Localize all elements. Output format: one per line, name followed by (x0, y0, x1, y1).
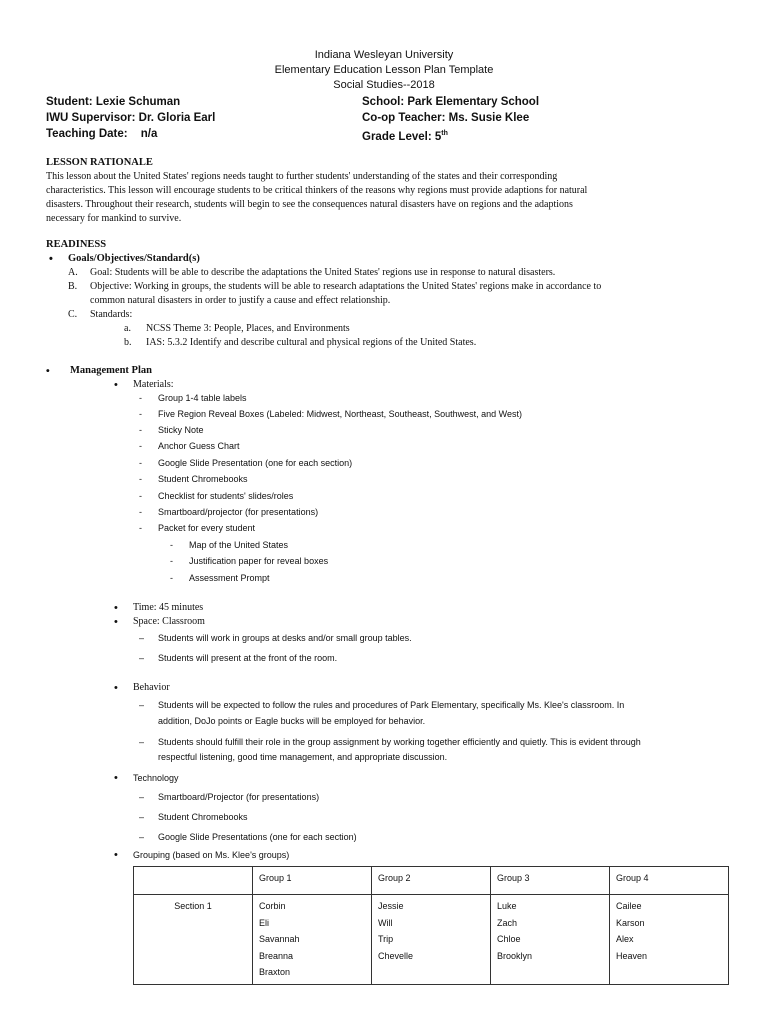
material-text: Google Slide Presentation (one for each section) (158, 458, 353, 468)
student-name: Savannah (259, 934, 300, 944)
management-heading-text: Management Plan (70, 365, 152, 376)
management-heading (46, 364, 152, 378)
dash-icon: - (139, 441, 142, 451)
technology-heading: • Technology (133, 772, 179, 785)
dash-icon: - (139, 458, 142, 468)
dash-icon: - (139, 507, 142, 517)
space-detail (139, 652, 338, 665)
behavior-text-cont: respectful listening, good time management, and appropriate discussion. (158, 752, 448, 762)
grouping-table (133, 866, 729, 985)
goal-label: A. (68, 267, 78, 278)
grade-level (362, 126, 448, 145)
student-name: Karson (616, 917, 645, 928)
group-1-cell (253, 895, 372, 985)
student-name: Breanna (259, 950, 294, 961)
student-name: Chloe (497, 934, 521, 944)
dash-icon: - (170, 540, 173, 550)
table-header-cell: Group 3 (491, 867, 610, 895)
behavior-text: Students will be expected to follow the rules and procedures of Park Elementary, specifically Ms. Klee's classroom. In (158, 700, 625, 710)
time-item: • Time: 45 minutes (133, 601, 203, 615)
student-name: Will (378, 917, 393, 928)
readiness-heading: READINESS (46, 239, 107, 250)
material-text: Packet for every student (158, 523, 256, 533)
table-header-cell: Group 1 (253, 867, 372, 895)
group-3-cell (491, 895, 610, 985)
table-header-row (134, 867, 729, 895)
material-text: Five Region Reveal Boxes (Labeled: Midwest, Northeast, Southeast, Southwest, and West) (158, 409, 523, 419)
space-item: • Space: Classroom (133, 615, 205, 629)
material-item (139, 424, 204, 437)
objective-item (68, 280, 602, 294)
material-item (139, 490, 294, 503)
template-title: Elementary Education Lesson Plan Template (274, 64, 494, 76)
teaching-date-label: Teaching Date: (46, 128, 128, 140)
dash-icon: – (139, 792, 145, 802)
dash-icon: – (139, 812, 145, 822)
student-name: Heaven (616, 950, 648, 961)
space-detail (139, 632, 412, 645)
standard-text: IAS: 5.3.2 Identify and describe cultural and physical regions of the United States. (146, 337, 477, 348)
rationale-heading: LESSON RATIONALE (46, 157, 153, 168)
goal-item (68, 266, 556, 280)
objective-text-cont: common natural disasters in order to justify a cause and effect relationship. (90, 295, 391, 306)
packet-item (170, 555, 329, 568)
student-name: Cailee (616, 901, 642, 911)
group-2-cell (372, 895, 491, 985)
technology-text: Google Slide Presentations (one for each section) (158, 832, 357, 842)
table-header-cell (134, 867, 253, 895)
materials-heading: • Materials: (133, 378, 174, 392)
technology-item (139, 811, 248, 824)
dash-icon: - (170, 556, 173, 566)
rationale-line: disasters. Throughout their research, students will begin to see the consequences natural disasters have on regions and the adaptions (46, 199, 573, 210)
table-header-cell: Group 2 (372, 867, 491, 895)
standard-label: b. (124, 337, 132, 348)
standard-text: NCSS Theme 3: People, Places, and Environments (146, 323, 350, 334)
dash-icon: - (139, 425, 142, 435)
student-name: Luke (497, 901, 517, 911)
student-name: Alex (616, 934, 634, 944)
material-text: Group 1-4 table labels (158, 393, 247, 403)
objective-label: B. (68, 281, 78, 292)
grouping-heading: • Grouping (based on Ms. Klee's groups) (133, 849, 289, 862)
technology-text: Student Chromebooks (158, 812, 248, 822)
standard-ias (124, 336, 477, 350)
group-4-cell (610, 895, 729, 985)
dash-icon: – (139, 700, 145, 710)
material-text: Anchor Guess Chart (158, 441, 240, 451)
subject-title: Social Studies--2018 (333, 79, 435, 91)
student-name: Corbin (259, 901, 286, 911)
standards-text: Standards: (90, 309, 133, 320)
student-name: Zach (497, 917, 518, 928)
packet-item (170, 539, 289, 552)
dash-icon: - (170, 573, 173, 583)
behavior-text: Students should fulfill their role in the group assignment by working together efficiently and quietly. This is evident through (158, 737, 641, 747)
dash-icon: – (139, 633, 145, 643)
material-text: Sticky Note (158, 425, 204, 435)
grade-level-text: Grade Level: 5 (362, 130, 442, 143)
material-item (139, 473, 248, 486)
dash-icon: – (139, 737, 145, 747)
student-name: Chevelle (378, 950, 414, 961)
dash-icon: – (139, 832, 145, 842)
goals-heading: • Goals/Objectives/Standard(s) (68, 252, 200, 266)
standards-item (68, 308, 133, 322)
table-header-cell: Group 4 (610, 867, 729, 895)
packet-text: Assessment Prompt (189, 573, 270, 583)
student-name: Braxton (259, 967, 291, 977)
behavior-item (139, 699, 625, 712)
packet-text: Map of the United States (189, 540, 289, 550)
teaching-date-value: n/a (140, 128, 158, 140)
space-detail-text: Students will present at the front of the room. (158, 653, 338, 663)
packet-text: Justification paper for reveal boxes (189, 556, 329, 566)
dash-icon: - (139, 393, 142, 403)
standards-label: C. (68, 309, 78, 320)
supervisor: IWU Supervisor: Dr. Gloria Earl (46, 112, 216, 124)
material-text: Smartboard/projector (for presentations) (158, 507, 319, 517)
teaching-date (46, 126, 157, 142)
material-item (139, 457, 353, 470)
student-name: Student: Lexie Schuman (46, 96, 181, 108)
material-item (139, 392, 247, 405)
dash-icon: - (139, 474, 142, 484)
dash-icon: - (139, 409, 142, 419)
student-name: Trip (378, 934, 394, 944)
objective-text: Objective: Working in groups, the students will be able to research adaptations the United States' regions make in accordance to (90, 281, 602, 292)
behavior-heading: • Behavior (133, 681, 170, 695)
space-detail-text: Students will work in groups at desks and/or small group tables. (158, 633, 412, 643)
rationale-line: necessary for mankind to survive. (46, 213, 182, 224)
dash-icon: - (139, 491, 142, 501)
dash-icon: – (139, 653, 145, 663)
material-item (139, 408, 523, 421)
behavior-item (139, 736, 641, 749)
student-name: Jessie (378, 901, 404, 911)
bullet-icon: • (46, 365, 50, 377)
packet-item (170, 572, 270, 585)
table-row (134, 895, 729, 985)
material-item (139, 440, 240, 453)
technology-item (139, 791, 320, 804)
coop-teacher: Co-op Teacher: Ms. Susie Klee (362, 112, 530, 124)
rationale-line: This lesson about the United States' regions needs taught to further students' understanding of the states and their corresponding (46, 171, 558, 182)
behavior-text-cont: addition, DoJo points or Eagle bucks will be employed for behavior. (158, 716, 426, 726)
material-item (139, 506, 319, 519)
technology-item (139, 831, 357, 844)
university-title: Indiana Wesleyan University (314, 49, 454, 61)
student-name: Brooklyn (497, 950, 533, 961)
goal-text: Goal: Students will be able to describe the adaptations the United States' regions use in response to natural disasters. (90, 267, 556, 278)
material-text: Student Chromebooks (158, 474, 248, 484)
material-item (139, 522, 256, 535)
material-text: Checklist for students' slides/roles (158, 491, 294, 501)
technology-text: Smartboard/Projector (for presentations) (158, 792, 320, 802)
student-name: Eli (259, 917, 270, 928)
standard-ncss (124, 322, 350, 336)
dash-icon: - (139, 523, 142, 533)
section-label: Section 1 (134, 895, 253, 985)
rationale-line: characteristics. This lesson will encourage students to be critical thinkers of the reasons why regions must provide adaptions for natural (46, 185, 588, 196)
school-name: School: Park Elementary School (362, 96, 540, 108)
standard-label: a. (124, 323, 131, 334)
grade-level-suffix: th (441, 130, 448, 137)
